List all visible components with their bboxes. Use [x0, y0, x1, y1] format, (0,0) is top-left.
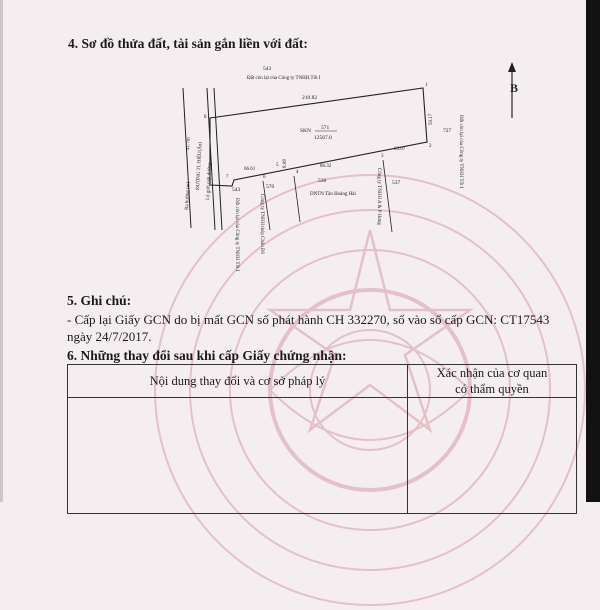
- road-sub: Lộ giới mặt đường: [206, 162, 213, 201]
- edge-bottom: 86.32: [320, 164, 332, 169]
- edge-right: 59.17: [429, 113, 434, 125]
- section-5-note: - Cấp lại Giấy GCN do bị mất GCN số phát hành CH 332270, số vào sổ cấp GCN: CT17543 ngày 24/7/2017.: [67, 312, 550, 344]
- parcel-label: SKN: [300, 128, 312, 134]
- table-row: [68, 398, 577, 514]
- table-cell-content: [68, 398, 408, 514]
- point-5: 5: [276, 163, 279, 168]
- parcel-area: 12567.0: [314, 135, 332, 141]
- edge-left2: 8.08: [283, 159, 288, 168]
- edge-left1: 66.61: [244, 167, 256, 172]
- point-8: 8: [204, 115, 207, 120]
- header-authority-confirmation: [407, 365, 576, 398]
- right-neighbor-text: Đất còn lại của Công ty TNHH Tốt I: [458, 115, 463, 189]
- header-change-content: Nội dung thay đổi và cơ sở pháp lý: [68, 365, 408, 398]
- top-neighbor-no: 543: [263, 66, 272, 72]
- below-owner: DNTN Tân Hoàng Hải: [310, 192, 356, 197]
- parcel-537: 537: [392, 180, 401, 186]
- changes-table: [67, 364, 577, 514]
- parcel-570: 570: [266, 184, 275, 190]
- parcel-no: 571: [321, 125, 330, 131]
- lot-text-1: Đất còn lại của Công ty TNHH Tốt I: [234, 198, 239, 272]
- parcel-536: 536: [318, 178, 327, 184]
- lot-text-2: Công ty TNHH thép Châu Đô: [259, 194, 264, 255]
- point-3: 3: [381, 154, 384, 159]
- section-6-title: 6. Những thay đổi sau khi cấp Giấy chứng nhận:: [67, 348, 347, 363]
- section-5-title: 5. Ghi chú:: [67, 293, 132, 308]
- section-4-title: 4. Sơ đồ thửa đất, tài sản gắn liền với đất:: [68, 36, 308, 51]
- point-7: 7: [226, 175, 229, 180]
- header-authority-line1: Xác nhận của cơ quan: [436, 366, 548, 380]
- scan-edge-right: [586, 0, 600, 502]
- table-cell-authority: [407, 398, 576, 514]
- point-1: 1: [425, 83, 428, 88]
- top-neighbor-text: Đất còn lại của Công ty TNHH Tốt I: [247, 76, 321, 81]
- road-name: ĐƯỜNG TL HIỆU(Ẩn): [196, 141, 204, 191]
- header-authority-line2: có thẩm quyền: [455, 382, 529, 396]
- point-2: 2: [429, 144, 432, 149]
- road-offset: Ra hướng (m): [185, 181, 192, 211]
- right-neighbor-no: 727: [443, 128, 452, 134]
- point-6: 6: [263, 175, 266, 180]
- lot-text-3: Công ty TNHH A & P Hưng: [376, 168, 381, 225]
- road-width: 41.7m: [186, 137, 192, 151]
- land-plot-diagram: [0, 55, 600, 285]
- edge-right2: 63.07: [394, 147, 406, 152]
- north-letter: B: [510, 81, 519, 95]
- point-4: 4: [296, 170, 299, 175]
- edge-top: 210.82: [302, 95, 318, 101]
- parcel-543b: 543: [232, 187, 241, 193]
- table-header-row: [68, 365, 577, 398]
